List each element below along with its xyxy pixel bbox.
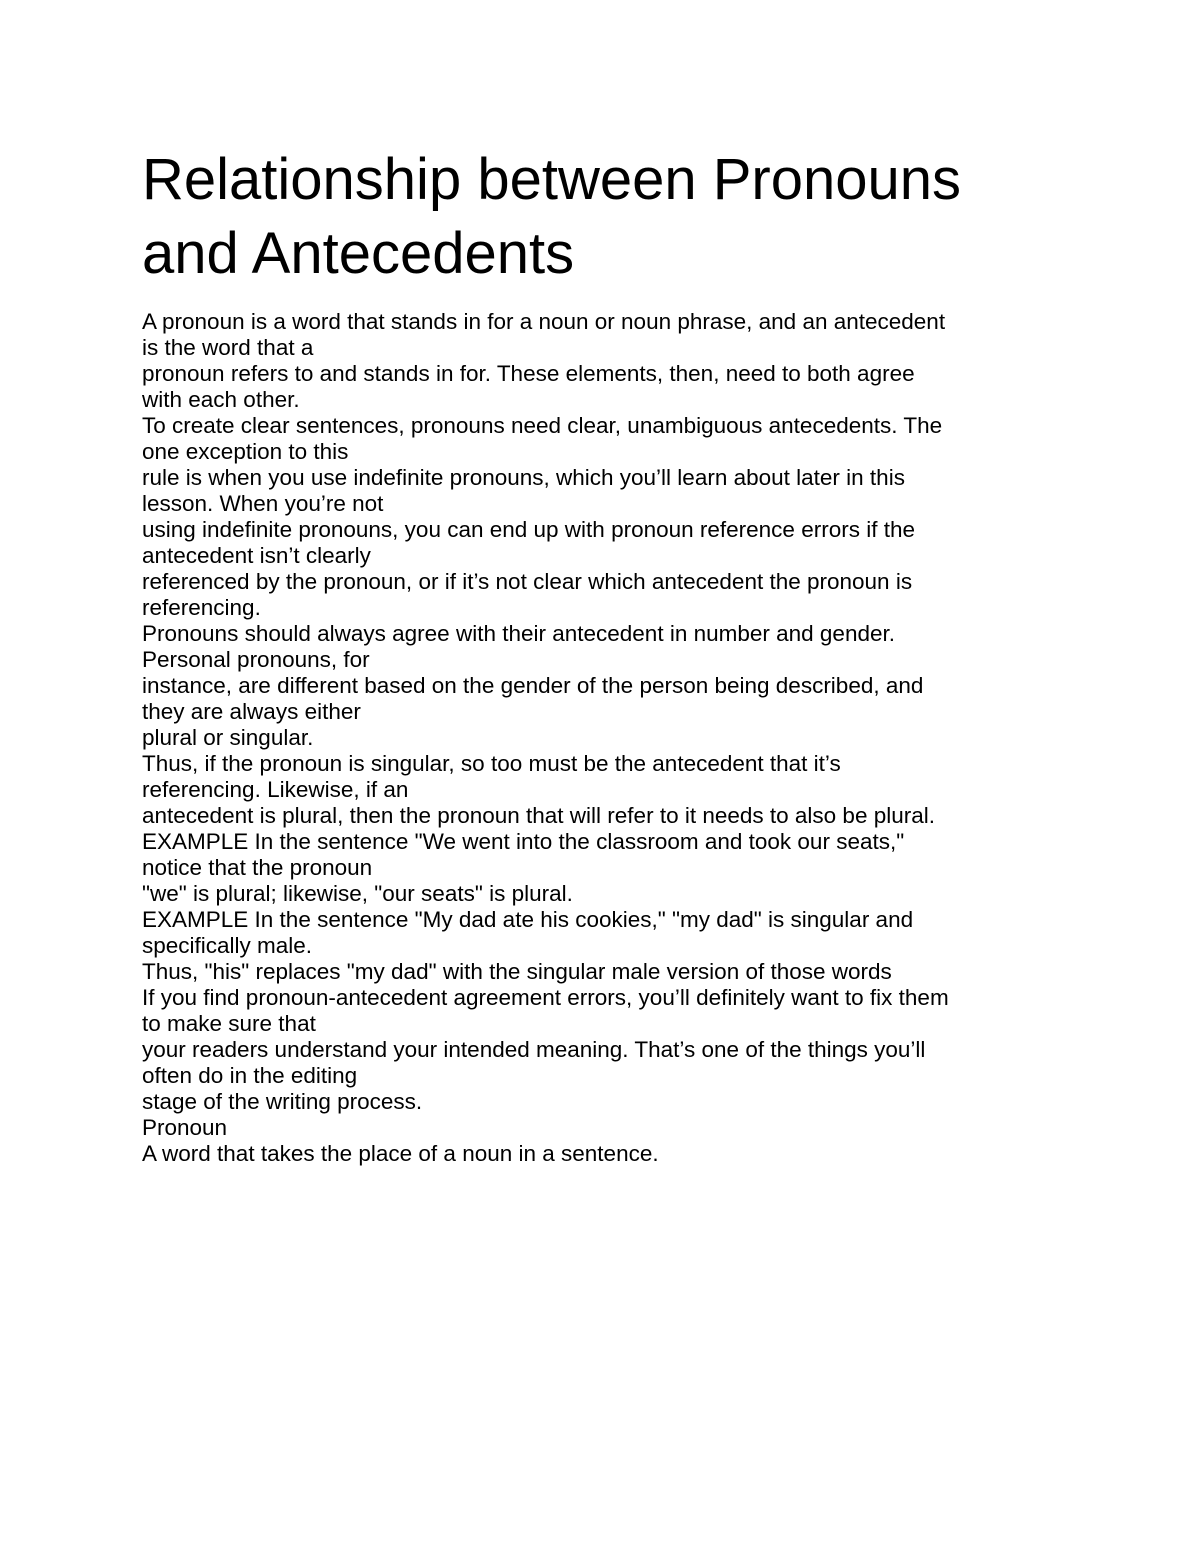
title-line: and Antecedents	[142, 221, 575, 286]
body-line: referenced by the pronoun, or if it’s not clear which antecedent the pronoun is	[142, 569, 913, 594]
body-line: Thus, "his" replaces "my dad" with the singular male version of those words	[142, 959, 892, 984]
body-line: If you find pronoun-antecedent agreement errors, you’ll definitely want to fix them	[142, 985, 949, 1010]
body-line: Pronoun	[142, 1115, 228, 1140]
document-body	[142, 309, 1067, 1167]
body-line: plural or singular.	[142, 725, 314, 750]
body-line: antecedent is plural, then the pronoun that will refer to it needs to also be plural.	[142, 803, 935, 828]
body-line: instance, are different based on the gender of the person being described, and	[142, 673, 924, 698]
title-line: Relationship between Pronouns	[142, 147, 961, 212]
body-line: referencing. Likewise, if an	[142, 777, 409, 802]
body-line: rule is when you use indefinite pronouns, which you’ll learn about later in this	[142, 465, 905, 490]
body-line: antecedent isn’t clearly	[142, 543, 371, 568]
body-line: referencing.	[142, 595, 261, 620]
page-title	[142, 143, 1067, 291]
body-line: Pronouns should always agree with their antecedent in number and gender.	[142, 621, 895, 646]
body-line: Personal pronouns, for	[142, 647, 370, 672]
body-line: stage of the writing process.	[142, 1089, 423, 1114]
body-line: notice that the pronoun	[142, 855, 373, 880]
body-line: lesson. When you’re not	[142, 491, 384, 516]
body-line: using indefinite pronouns, you can end up with pronoun reference errors if the	[142, 517, 915, 542]
body-line: specifically male.	[142, 933, 313, 958]
body-line: they are always either	[142, 699, 361, 724]
body-line: A pronoun is a word that stands in for a noun or noun phrase, and an antecedent	[142, 309, 946, 334]
body-line: your readers understand your intended meaning. That’s one of the things you’ll	[142, 1037, 926, 1062]
body-line: "we" is plural; likewise, "our seats" is plural.	[142, 881, 573, 906]
document-content	[142, 143, 1067, 1167]
body-line: To create clear sentences, pronouns need clear, unambiguous antecedents. The	[142, 413, 943, 438]
body-line: to make sure that	[142, 1011, 316, 1036]
body-line: EXAMPLE In the sentence "My dad ate his cookies," "my dad" is singular and	[142, 907, 914, 932]
body-line: is the word that a	[142, 335, 314, 360]
body-line: pronoun refers to and stands in for. These elements, then, need to both agree	[142, 361, 915, 386]
body-line: often do in the editing	[142, 1063, 358, 1088]
body-line: one exception to this	[142, 439, 349, 464]
body-line: EXAMPLE In the sentence "We went into the classroom and took our seats,"	[142, 829, 905, 854]
body-line: with each other.	[142, 387, 300, 412]
body-line: A word that takes the place of a noun in a sentence.	[142, 1141, 659, 1166]
body-line: Thus, if the pronoun is singular, so too must be the antecedent that it’s	[142, 751, 841, 776]
